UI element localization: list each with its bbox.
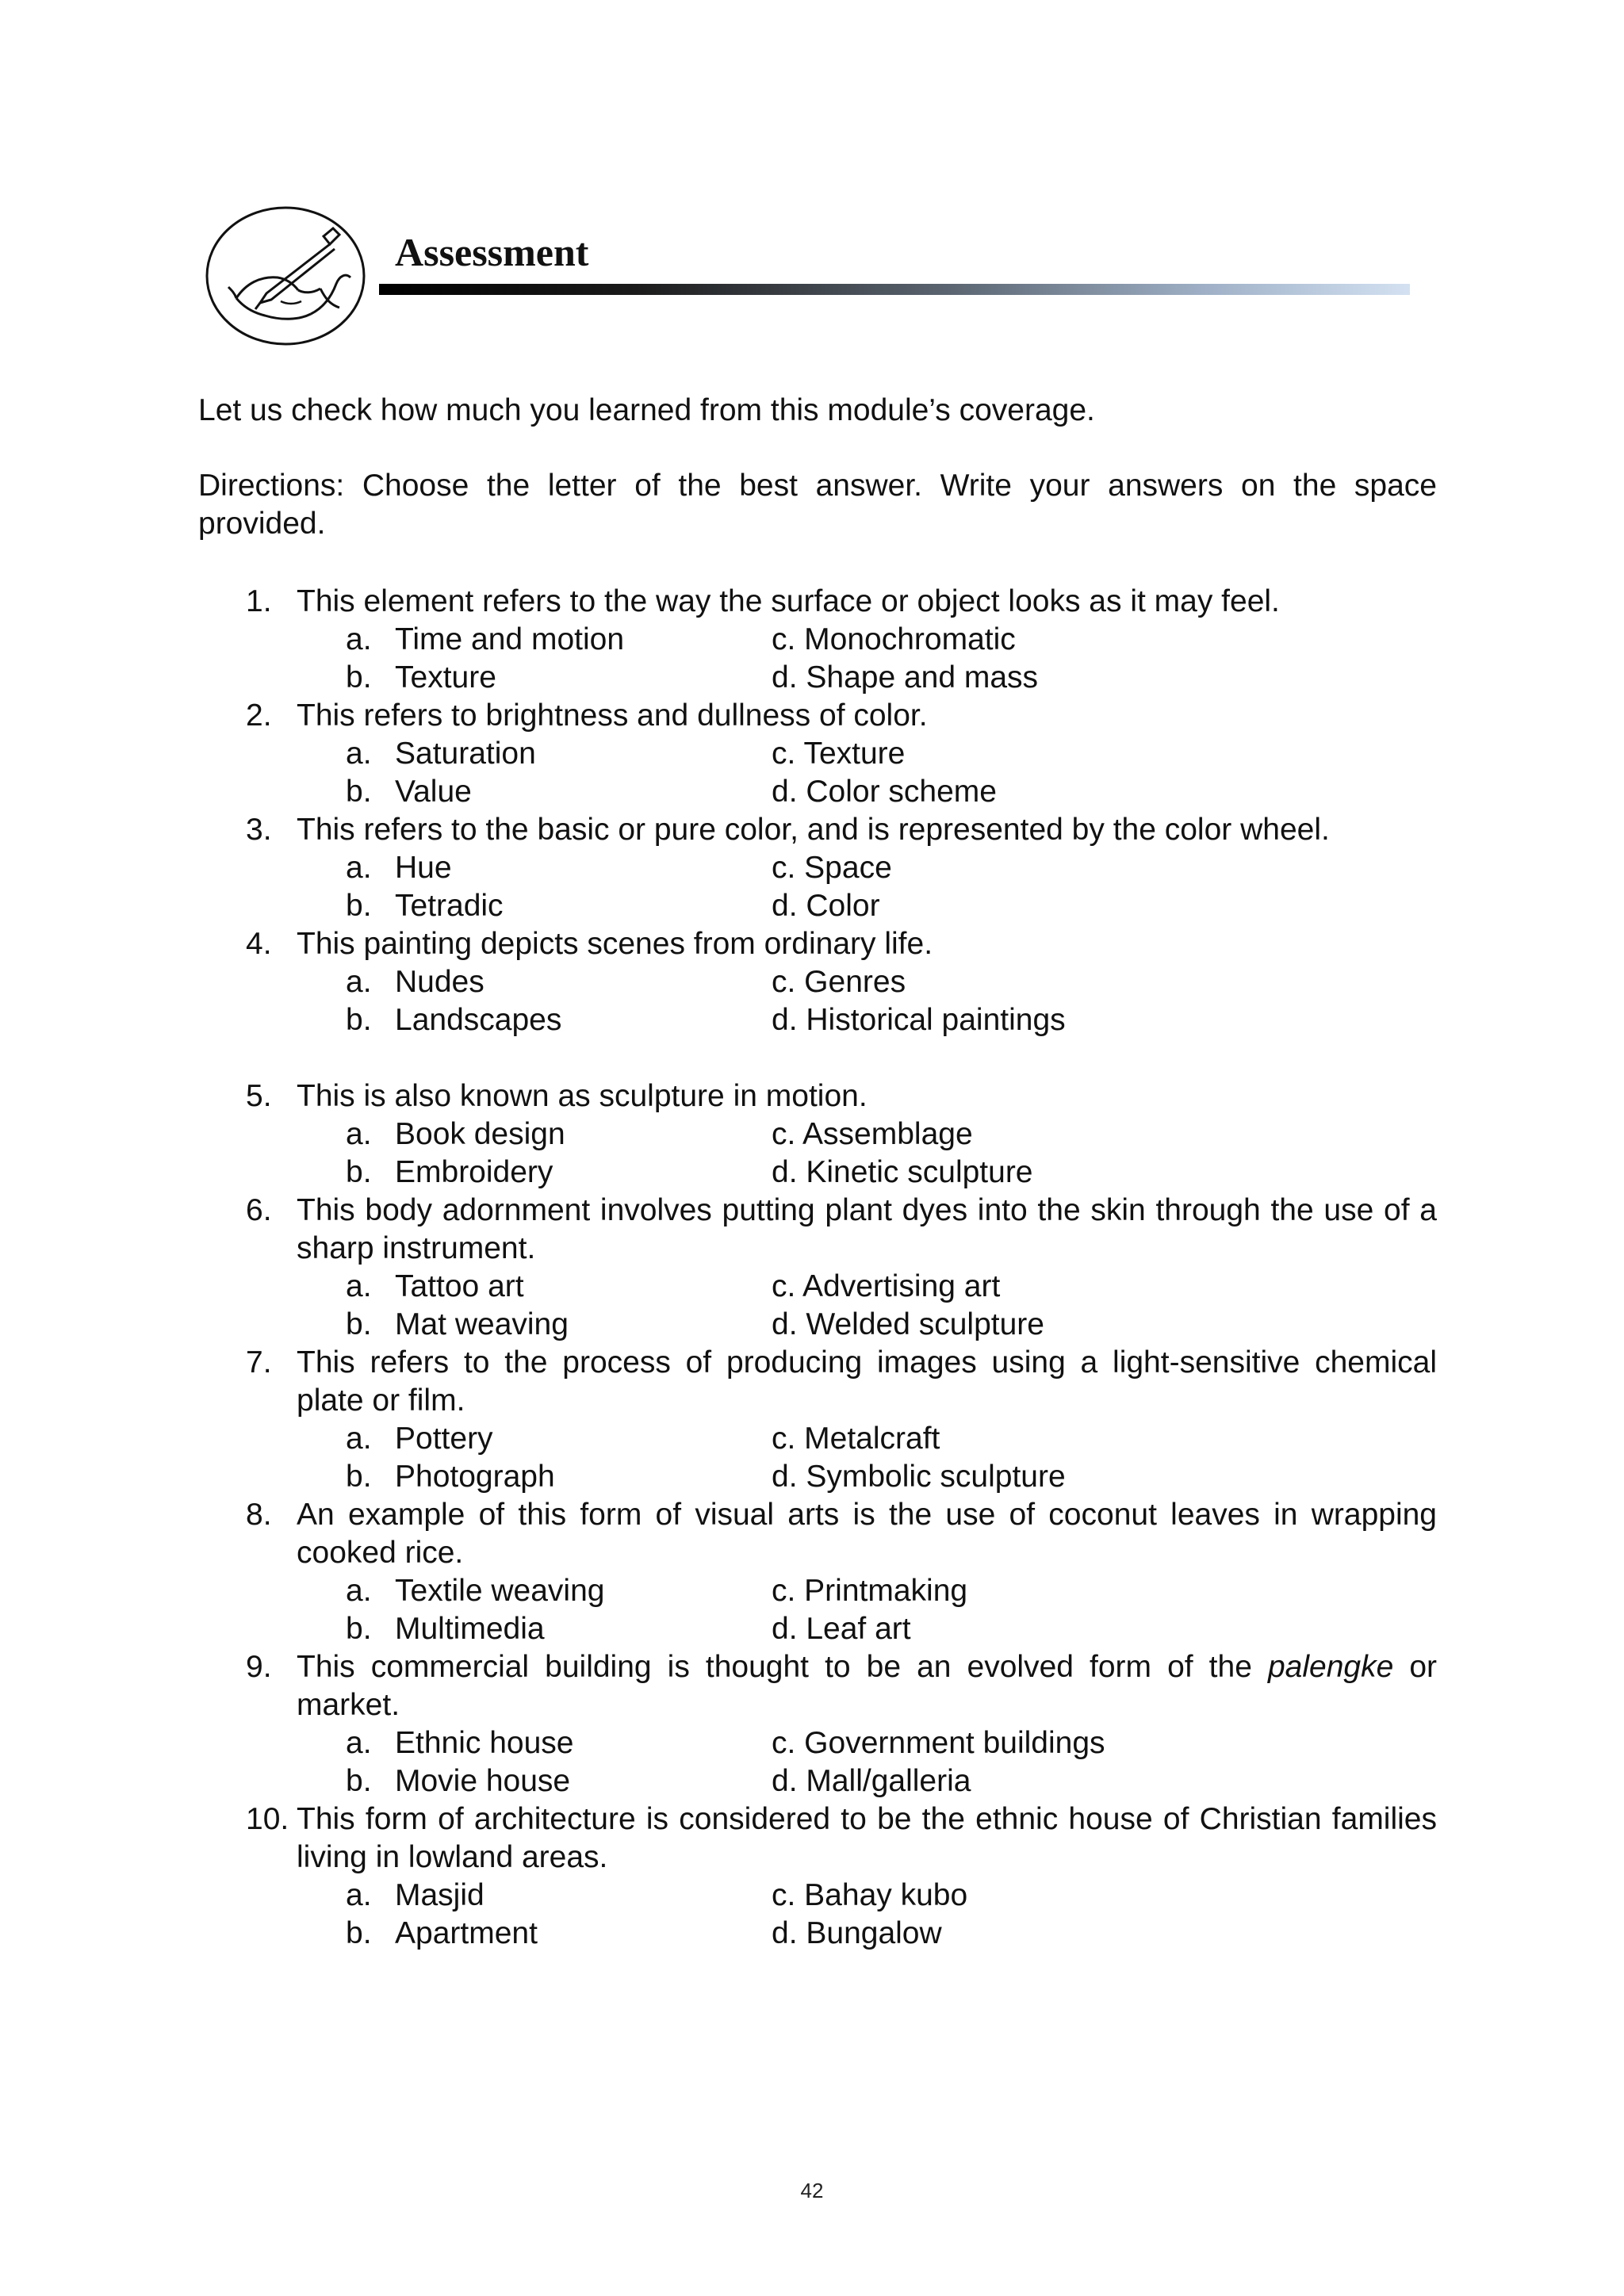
question-item xyxy=(198,1077,1437,1192)
question-item xyxy=(198,1800,1437,1953)
question-item xyxy=(198,1648,1437,1800)
page-number: 42 xyxy=(800,2179,824,2202)
question-list xyxy=(198,583,1437,1953)
intro-text: Let us check how much you learned from this module’s coverage. xyxy=(198,393,1095,427)
option-letter: b. xyxy=(346,889,372,923)
answer-option xyxy=(346,1420,772,1458)
answer-options xyxy=(346,1877,1437,1953)
section-header xyxy=(205,205,1426,355)
option-letter: b. xyxy=(346,1460,372,1494)
assessment-content xyxy=(198,392,1437,1953)
answer-option xyxy=(346,1001,772,1039)
option-letter: b. xyxy=(346,1916,372,1950)
question-number: 9. xyxy=(246,1650,272,1684)
answer-option: c. Printmaking xyxy=(772,1574,968,1608)
answer-options xyxy=(346,1115,1437,1192)
question-text: This refers to brightness and dullness of color. xyxy=(297,698,928,733)
option-letter: a. xyxy=(346,1574,372,1608)
answer-options xyxy=(346,1724,1437,1800)
answer-option xyxy=(346,1724,772,1762)
answer-option: d. Mall/galleria xyxy=(772,1764,971,1798)
option-text: Landscapes xyxy=(395,1003,562,1037)
answer-option: d. Color xyxy=(772,889,880,923)
answer-option xyxy=(346,849,772,887)
option-text: Tetradic xyxy=(395,889,504,923)
hand-writing-pencil-icon xyxy=(205,205,366,347)
answer-option: c. Genres xyxy=(772,965,906,999)
answer-option xyxy=(346,1115,772,1154)
answer-option xyxy=(346,1572,772,1610)
option-text: Texture xyxy=(395,660,496,695)
question-number: 2. xyxy=(246,698,272,733)
option-text: Value xyxy=(395,775,472,809)
option-text: Book design xyxy=(395,1117,565,1151)
question-gap xyxy=(198,1039,1437,1077)
option-letter: a. xyxy=(346,622,372,656)
question-number: 3. xyxy=(246,813,272,847)
answer-options xyxy=(346,963,1437,1039)
option-text: Mat weaving xyxy=(395,1307,569,1341)
answer-option: d. Bungalow xyxy=(772,1916,942,1950)
answer-option: c. Space xyxy=(772,851,892,885)
option-letter: a. xyxy=(346,1726,372,1760)
option-letter: a. xyxy=(346,1117,372,1151)
option-text: Photograph xyxy=(395,1460,555,1494)
answer-option xyxy=(346,1458,772,1496)
question-number: 4. xyxy=(246,927,272,961)
answer-option: d. Welded sculpture xyxy=(772,1307,1044,1341)
question-number: 7. xyxy=(246,1345,272,1380)
question-item xyxy=(198,697,1437,811)
answer-option xyxy=(346,1306,772,1344)
answer-option: c. Texture xyxy=(772,737,906,771)
answer-option: c. Assemblage xyxy=(772,1117,973,1151)
option-text: Pottery xyxy=(395,1422,493,1456)
option-letter: b. xyxy=(346,1764,372,1798)
answer-options xyxy=(346,849,1437,925)
option-text: Embroidery xyxy=(395,1155,553,1189)
question-text: This element refers to the way the surface or object looks as it may feel. xyxy=(297,584,1280,618)
answer-option: c. Bahay kubo xyxy=(772,1878,968,1912)
answer-option: d. Color scheme xyxy=(772,775,997,809)
question-number: 8. xyxy=(246,1498,272,1532)
answer-option: d. Kinetic sculpture xyxy=(772,1155,1033,1189)
question-text: This refers to the basic or pure color, and is represented by the color wheel. xyxy=(297,813,1330,847)
option-text: Time and motion xyxy=(395,622,625,656)
answer-option xyxy=(346,735,772,773)
answer-option: d. Symbolic sculpture xyxy=(772,1460,1066,1494)
option-letter: b. xyxy=(346,1307,372,1341)
option-letter: b. xyxy=(346,660,372,695)
answer-option: d. Shape and mass xyxy=(772,660,1039,695)
header-divider xyxy=(379,284,1410,295)
answer-option: d. Historical paintings xyxy=(772,1003,1066,1037)
answer-option: c. Government buildings xyxy=(772,1726,1105,1760)
question-text: An example of this form of visual arts is the use of coconut leaves in wrapping cooked rice. xyxy=(297,1498,1437,1570)
answer-option xyxy=(346,1154,772,1192)
option-letter: b. xyxy=(346,1155,372,1189)
question-item xyxy=(198,925,1437,1039)
question-item xyxy=(198,583,1437,697)
question-text: This form of architecture is considered to be the ethnic house of Christian families living in lowland areas. xyxy=(297,1802,1437,1874)
question-number: 10. xyxy=(246,1802,289,1836)
option-letter: a. xyxy=(346,851,372,885)
question-text: This refers to the process of producing images using a light-sensitive chemical plate or film. xyxy=(297,1345,1437,1418)
question-text: This is also known as sculpture in motion. xyxy=(297,1079,868,1113)
answer-option xyxy=(346,1610,772,1648)
question-text-italic: palengke xyxy=(1267,1650,1394,1684)
answer-options xyxy=(346,621,1437,697)
directions-text: Directions: Choose the letter of the best answer. Write your answers on the space provided. xyxy=(198,469,1437,541)
option-letter: a. xyxy=(346,1422,372,1456)
answer-option xyxy=(346,773,772,811)
question-item xyxy=(198,811,1437,925)
answer-option xyxy=(346,887,772,925)
answer-option: c. Metalcraft xyxy=(772,1422,940,1456)
option-text: Movie house xyxy=(395,1764,571,1798)
question-text: This body adornment involves putting plant dyes into the skin through the use of a sharp instrument. xyxy=(297,1193,1437,1265)
question-item xyxy=(198,1496,1437,1648)
answer-option xyxy=(346,1877,772,1915)
option-text: Multimedia xyxy=(395,1612,545,1646)
question-text xyxy=(297,1648,1437,1724)
option-letter: b. xyxy=(346,775,372,809)
question-number: 6. xyxy=(246,1193,272,1227)
question-text-part: This commercial building is thought to be an evolved form of the xyxy=(297,1650,1268,1684)
answer-options xyxy=(346,1420,1437,1496)
section-title: Assessment xyxy=(395,230,589,274)
answer-option xyxy=(346,659,772,697)
option-text: Hue xyxy=(395,851,452,885)
option-letter: a. xyxy=(346,737,372,771)
answer-option xyxy=(346,1915,772,1953)
option-text: Saturation xyxy=(395,737,536,771)
option-letter: a. xyxy=(346,1878,372,1912)
option-text: Tattoo art xyxy=(395,1269,524,1303)
answer-option xyxy=(346,1268,772,1306)
question-item xyxy=(198,1192,1437,1344)
answer-option xyxy=(346,963,772,1001)
question-item xyxy=(198,1344,1437,1496)
option-letter: b. xyxy=(346,1003,372,1037)
answer-option: c. Monochromatic xyxy=(772,622,1016,656)
question-text-part: or market. xyxy=(297,1650,1438,1722)
answer-option: c. Advertising art xyxy=(772,1269,1001,1303)
question-text: This painting depicts scenes from ordinary life. xyxy=(297,927,933,961)
option-text: Apartment xyxy=(395,1916,538,1950)
option-letter: a. xyxy=(346,1269,372,1303)
question-number: 1. xyxy=(246,584,272,618)
answer-option xyxy=(346,621,772,659)
option-text: Textile weaving xyxy=(395,1574,605,1608)
answer-option: d. Leaf art xyxy=(772,1612,911,1646)
option-text: Ethnic house xyxy=(395,1726,574,1760)
answer-options xyxy=(346,735,1437,811)
question-number: 5. xyxy=(246,1079,272,1113)
option-letter: b. xyxy=(346,1612,372,1646)
answer-options xyxy=(346,1268,1437,1344)
answer-option xyxy=(346,1762,772,1800)
option-letter: a. xyxy=(346,965,372,999)
answer-options xyxy=(346,1572,1437,1648)
option-text: Masjid xyxy=(395,1878,485,1912)
option-text: Nudes xyxy=(395,965,485,999)
